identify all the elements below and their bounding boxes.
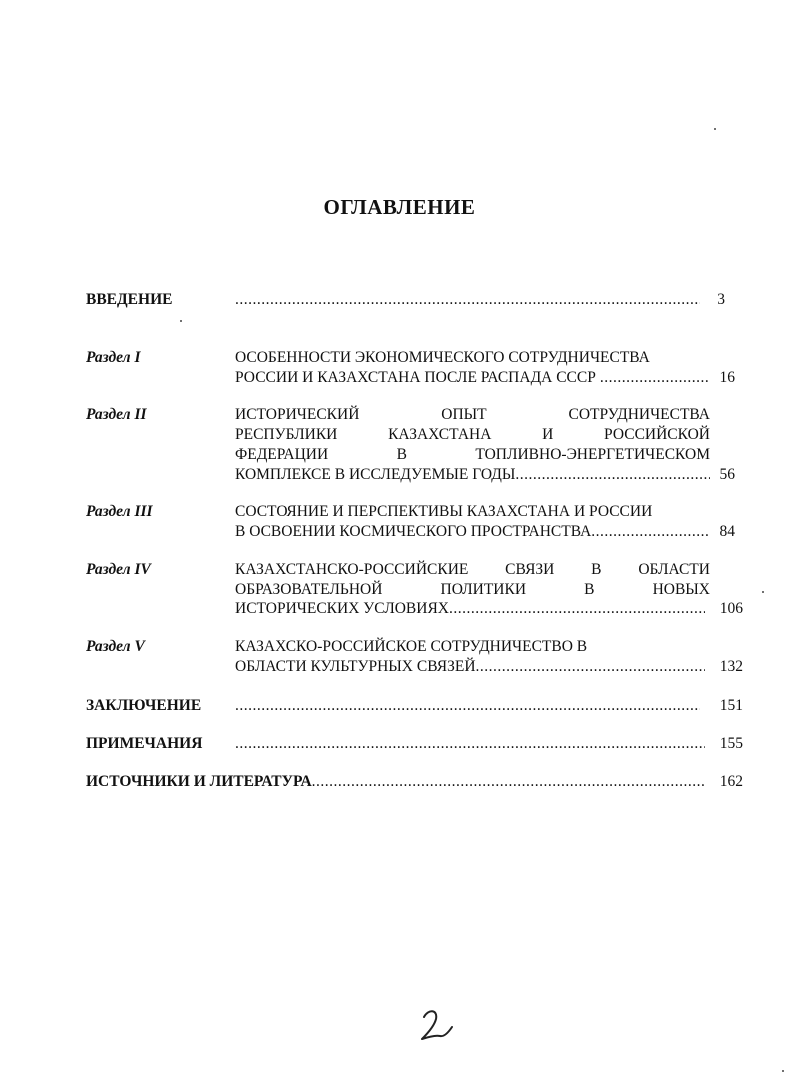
toc-section-4-line-3-text: ИСТОРИЧЕСКИХ УСЛОВИЯХ <box>235 600 449 617</box>
toc-section-5-page: 132 <box>719 658 743 675</box>
toc-section-1-line-2-text: РОССИИ И КАЗАХСТАНА ПОСЛЕ РАСПАДА СССР <box>235 369 596 386</box>
toc-section-4-line-2-word-1: ОБРАЗОВАТЕЛЬНОЙ <box>235 581 383 598</box>
toc-section-4-line-1-word-2: СВЯЗИ <box>505 561 555 578</box>
toc-section-2-line-2-word-4: РОССИЙСКОЙ <box>604 426 710 443</box>
toc-section-4-line-2 <box>235 580 710 599</box>
toc-intro-leader <box>235 290 700 309</box>
toc-section-3-line-2-text: В ОСВОЕНИИ КОСМИЧЕСКОГО ПРОСТРАНСТВА <box>235 523 592 540</box>
toc-section-4-line-1-word-1: КАЗАХСТАНСКО-РОССИЙСКИЕ <box>235 561 469 578</box>
toc-section-5-line-2-text: ОБЛАСТИ КУЛЬТУРНЫХ СВЯЗЕЙ <box>235 658 476 675</box>
toc-section-2-line-1-word-3: СОТРУДНИЧЕСТВА <box>568 406 710 423</box>
toc-sources-line <box>86 772 705 791</box>
toc-section-2-line-2-word-2: КАЗАХСТАНА <box>388 426 492 443</box>
toc-section-5-line-1: КАЗАХСКО-РОССИЙСКОЕ СОТРУДНИЧЕСТВО В <box>235 638 588 655</box>
scan-speck <box>180 320 182 322</box>
toc-section-1-line-1: ОСОБЕННОСТИ ЭКОНОМИЧЕСКОГО СОТРУДНИЧЕСТВА <box>235 349 650 366</box>
toc-section-4-page: 106 <box>719 600 743 617</box>
toc-section-4-line-1-word-3: В <box>591 561 602 578</box>
toc-notes-leader <box>235 734 705 753</box>
toc-section-2-page: 56 <box>719 466 735 483</box>
toc-section-5-label: Раздел V <box>86 638 145 655</box>
toc-section-4-line-1-word-4: ОБЛАСТИ <box>638 561 710 578</box>
toc-section-4-line-2-word-3: В <box>584 581 595 598</box>
page-title: ОГЛАВЛЕНИЕ <box>323 195 476 219</box>
toc-section-2-line-1-word-2: ОПЫТ <box>441 406 487 423</box>
toc-section-1-page: 16 <box>719 369 735 386</box>
toc-intro-page: 3 <box>717 291 725 308</box>
toc-notes-page: 155 <box>719 735 743 752</box>
toc-section-2-line-4 <box>235 465 710 484</box>
toc-section-5-line-2 <box>235 657 705 676</box>
toc-section-2-line-4-text: КОМПЛЕКСЕ В ИССЛЕДУЕМЫЕ ГОДЫ <box>235 466 516 483</box>
scan-speck <box>782 1070 784 1072</box>
toc-section-2-line-2-word-1: РЕСПУБЛИКИ <box>235 426 338 443</box>
toc-conclusion-label: ЗАКЛЮЧЕНИЕ <box>86 697 202 714</box>
toc-section-2-line-2-word-3: И <box>542 426 554 443</box>
toc-section-2-line-1-word-1: ИСТОРИЧЕСКИЙ <box>235 406 360 423</box>
toc-section-2-label: Раздел II <box>86 406 147 423</box>
toc-section-2-line-3-word-2: В <box>396 446 407 463</box>
toc-section-4-label: Раздел IV <box>86 561 151 578</box>
toc-section-4-line-1 <box>235 560 710 579</box>
toc-conclusion-page: 151 <box>719 697 743 714</box>
toc-section-2-line-2 <box>235 425 710 444</box>
toc-section-2-line-3-word-3: ТОПЛИВНО-ЭНЕРГЕТИЧЕСКОМ <box>475 446 710 463</box>
toc-notes-label: ПРИМЕЧАНИЯ <box>86 735 203 752</box>
toc-section-2-line-3-word-1: ФЕДЕРАЦИИ <box>235 446 329 463</box>
handwritten-page-number <box>418 1005 458 1045</box>
toc-section-3-page: 84 <box>719 523 735 540</box>
toc-section-1-label: Раздел I <box>86 349 141 366</box>
toc-conclusion-leader <box>235 696 700 715</box>
toc-section-3-line-1: СОСТОЯНИЕ И ПЕРСПЕКТИВЫ КАЗАХСТАНА И РОССИИ <box>235 503 653 520</box>
toc-section-2-line-1 <box>235 405 710 424</box>
toc-section-1-line-2 <box>235 368 710 387</box>
scan-speck <box>762 591 764 593</box>
toc-sources-page: 162 <box>719 773 743 790</box>
toc-section-4-line-2-word-2: ПОЛИТИКИ <box>440 581 527 598</box>
toc-section-4-line-2-word-4: НОВЫХ <box>652 581 710 598</box>
toc-section-4-line-3 <box>235 599 705 618</box>
toc-intro-label: ВВЕДЕНИЕ <box>86 291 173 308</box>
toc-section-2-line-3 <box>235 445 710 464</box>
toc-sources-label: ИСТОЧНИКИ И ЛИТЕРАТУРА <box>86 773 312 790</box>
scan-speck <box>714 128 716 130</box>
toc-section-3-line-2 <box>235 522 710 541</box>
toc-section-3-label: Раздел III <box>86 503 153 520</box>
